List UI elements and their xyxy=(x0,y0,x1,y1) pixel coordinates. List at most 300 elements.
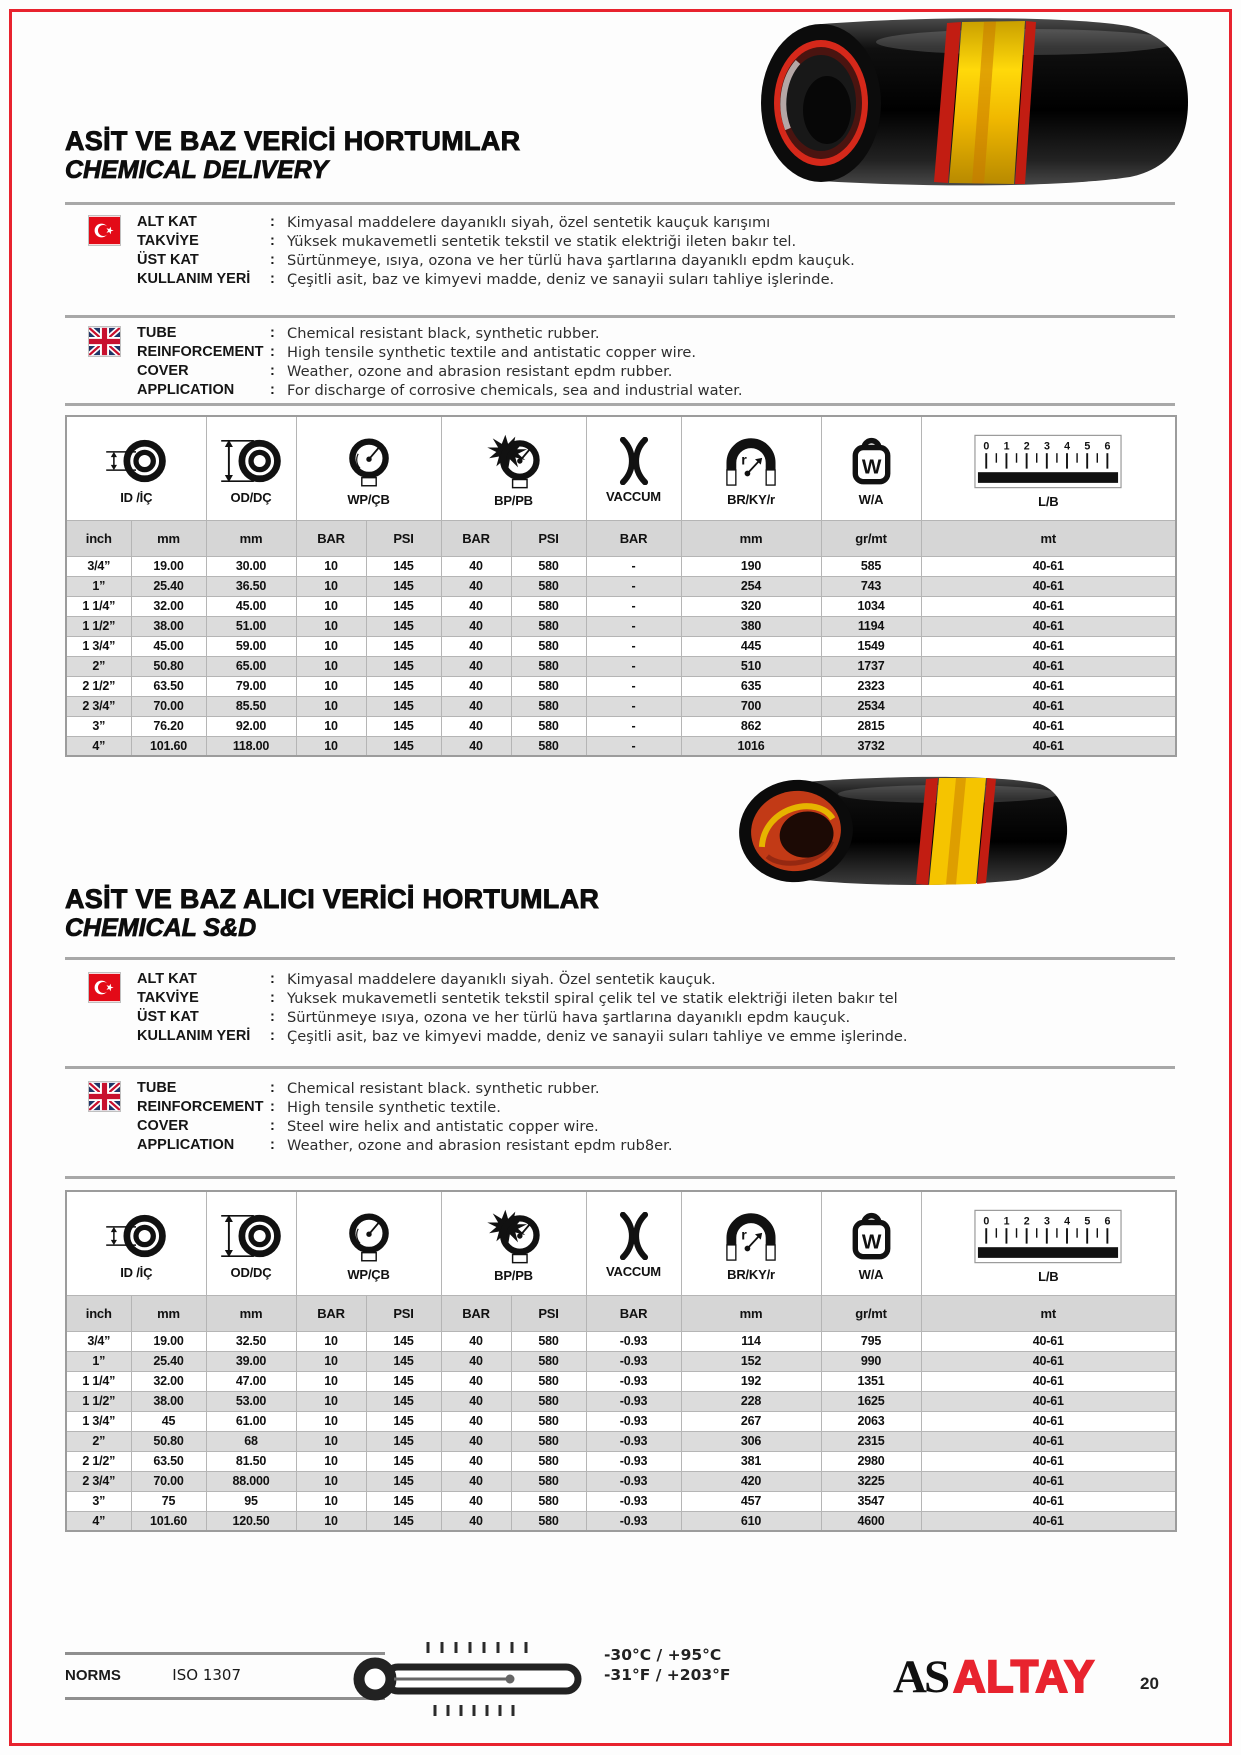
table-cell: 145 xyxy=(366,616,441,636)
table-cell: 32.00 xyxy=(131,1371,206,1391)
spec-value: Yüksek mukavemetli sentetik tekstil ve statik elektriği ileten bakır tel. xyxy=(287,233,797,250)
table-cell: - xyxy=(586,636,681,656)
table-cell: 65.00 xyxy=(206,656,296,676)
table-cell: 95 xyxy=(206,1491,296,1511)
uk-flag-icon xyxy=(89,1082,120,1111)
table-cell: 40 xyxy=(441,1351,511,1371)
table-cell: 2534 xyxy=(821,696,921,716)
hose-photo-chemical-delivery xyxy=(726,14,1192,197)
table-cell: 10 xyxy=(296,1491,366,1511)
table-cell: 10 xyxy=(296,676,366,696)
table-cell: 145 xyxy=(366,596,441,616)
spec-colon: : xyxy=(270,252,275,268)
unit-cell: BAR xyxy=(441,1295,511,1331)
table-cell: 580 xyxy=(511,1511,586,1531)
spec-row xyxy=(137,1079,1175,1098)
table-cell: 1 1/4” xyxy=(66,1371,131,1391)
table-cell: 1 3/4” xyxy=(66,1411,131,1431)
table-row xyxy=(66,1471,1176,1491)
hose-spec-table-chemical-sd xyxy=(65,1190,1177,1532)
table-cell: -0.93 xyxy=(586,1351,681,1371)
table-row xyxy=(66,1451,1176,1471)
spec-row xyxy=(137,1008,1175,1027)
table-row xyxy=(66,656,1176,676)
table-cell: 10 xyxy=(296,1471,366,1491)
table-cell: 580 xyxy=(511,556,586,576)
spec-row xyxy=(137,251,1175,270)
table-cell: 700 xyxy=(681,696,821,716)
column-length xyxy=(921,1191,1176,1295)
spec-value: Weather, ozone and abrasion resistant epdm rub8er. xyxy=(287,1137,673,1154)
column-label: BP/PB xyxy=(494,1268,533,1284)
table-cell: 145 xyxy=(366,736,441,756)
table-cell: 40-61 xyxy=(921,616,1176,636)
title-turkish: ASİT VE BAZ VERİCİ HORTUMLAR xyxy=(65,126,521,156)
table-cell: 40 xyxy=(441,1511,511,1531)
spec-label: TUBE xyxy=(137,325,177,341)
table-cell: 585 xyxy=(821,556,921,576)
column-outer-diameter xyxy=(206,1191,296,1295)
working-pressure-icon xyxy=(340,434,398,488)
spec-block-turkish-1 xyxy=(65,213,1175,289)
table-cell: -0.93 xyxy=(586,1371,681,1391)
spec-row xyxy=(137,1027,1175,1046)
spec-colon: : xyxy=(270,344,275,360)
table-cell: 145 xyxy=(366,656,441,676)
unit-cell: gr/mt xyxy=(821,1295,921,1331)
table-cell: 10 xyxy=(296,696,366,716)
table-cell: 40-61 xyxy=(921,696,1176,716)
table-row xyxy=(66,1331,1176,1351)
table-cell: - xyxy=(586,696,681,716)
spec-value: Steel wire helix and antistatic copper wire. xyxy=(287,1118,599,1135)
table-cell: 3” xyxy=(66,1491,131,1511)
table-cell: 40-61 xyxy=(921,636,1176,656)
weight-icon xyxy=(849,1209,894,1263)
table-cell: 2” xyxy=(66,656,131,676)
table-cell: 10 xyxy=(296,1511,366,1531)
table-cell: 1016 xyxy=(681,736,821,756)
table-cell: 25.40 xyxy=(131,1351,206,1371)
table-cell: 580 xyxy=(511,676,586,696)
table-cell: 145 xyxy=(366,1331,441,1351)
table-cell: 10 xyxy=(296,596,366,616)
table-header-icons xyxy=(66,416,1176,520)
column-label: VACCUM xyxy=(606,489,661,505)
table-cell: 59.00 xyxy=(206,636,296,656)
table-cell: 40-61 xyxy=(921,1371,1176,1391)
table-cell: 40-61 xyxy=(921,1491,1176,1511)
table-cell: 145 xyxy=(366,1351,441,1371)
table-cell: 40 xyxy=(441,1451,511,1471)
table-cell: 2323 xyxy=(821,676,921,696)
spec-block-turkish-2 xyxy=(65,970,1175,1046)
table-cell: 580 xyxy=(511,736,586,756)
spec-label: ÜST KAT xyxy=(137,252,199,268)
table-cell: 580 xyxy=(511,1431,586,1451)
table-row xyxy=(66,576,1176,596)
table-cell: 40-61 xyxy=(921,1331,1176,1351)
table-cell: 420 xyxy=(681,1471,821,1491)
table-cell: -0.93 xyxy=(586,1451,681,1471)
title-turkish: ASİT VE BAZ ALICI VERİCİ HORTUMLAR xyxy=(65,884,600,914)
column-bend-radius xyxy=(681,416,821,520)
unit-cell: mm xyxy=(681,520,821,556)
spec-row xyxy=(137,970,1175,989)
column-weight xyxy=(821,1191,921,1295)
table-cell: 81.50 xyxy=(206,1451,296,1471)
table-cell: 38.00 xyxy=(131,1391,206,1411)
section-title-chemical-sd xyxy=(65,884,599,942)
spec-colon: : xyxy=(270,971,275,987)
table-cell: - xyxy=(586,676,681,696)
table-row xyxy=(66,1371,1176,1391)
spec-row xyxy=(137,232,1175,251)
table-cell: 990 xyxy=(821,1351,921,1371)
outer-diameter-icon xyxy=(219,1211,283,1261)
table-cell: -0.93 xyxy=(586,1331,681,1351)
working-pressure-icon xyxy=(340,1209,398,1263)
table-cell: 580 xyxy=(511,1351,586,1371)
table-cell: 10 xyxy=(296,636,366,656)
table-cell: 45.00 xyxy=(131,636,206,656)
table-cell: 580 xyxy=(511,696,586,716)
table-cell: 10 xyxy=(296,656,366,676)
table-cell: 2815 xyxy=(821,716,921,736)
unit-cell: BAR xyxy=(441,520,511,556)
table-cell: 70.00 xyxy=(131,1471,206,1491)
table-row xyxy=(66,736,1176,756)
table-cell: 32.00 xyxy=(131,596,206,616)
table-cell: 145 xyxy=(366,576,441,596)
table-cell: - xyxy=(586,716,681,736)
table-cell: 457 xyxy=(681,1491,821,1511)
inner-diameter-icon xyxy=(104,436,168,486)
table-cell: 862 xyxy=(681,716,821,736)
table-cell: 152 xyxy=(681,1351,821,1371)
table-cell: 1625 xyxy=(821,1391,921,1411)
column-working-pressure xyxy=(296,1191,441,1295)
table-cell: 51.00 xyxy=(206,616,296,636)
table-cell: 580 xyxy=(511,636,586,656)
unit-cell: PSI xyxy=(366,520,441,556)
table-cell: 1 3/4” xyxy=(66,636,131,656)
table-cell: 3/4” xyxy=(66,556,131,576)
table-cell: 145 xyxy=(366,716,441,736)
table-cell: 192 xyxy=(681,1371,821,1391)
table-cell: 10 xyxy=(296,1451,366,1471)
table-row xyxy=(66,1391,1176,1411)
table-cell: 610 xyxy=(681,1511,821,1531)
page-number: 20 xyxy=(1140,1674,1159,1693)
column-vacuum xyxy=(586,416,681,520)
table-cell: 40-61 xyxy=(921,1351,1176,1371)
length-ruler-icon xyxy=(973,433,1123,490)
spec-label: TUBE xyxy=(137,1080,177,1096)
table-cell: 580 xyxy=(511,616,586,636)
table-cell: 40-61 xyxy=(921,736,1176,756)
table-header-icons xyxy=(66,1191,1176,1295)
table-cell: - xyxy=(586,616,681,636)
units-row xyxy=(66,1295,1176,1331)
spec-block-english-2 xyxy=(65,1079,1175,1155)
table-row xyxy=(66,556,1176,576)
table-cell: 50.80 xyxy=(131,656,206,676)
spec-row xyxy=(137,213,1175,232)
table-cell: 10 xyxy=(296,576,366,596)
spec-label: ALT KAT xyxy=(137,214,197,230)
turkish-flag-icon xyxy=(89,216,120,245)
spec-row xyxy=(137,270,1175,289)
table-cell: 580 xyxy=(511,1491,586,1511)
spec-colon: : xyxy=(270,1009,275,1025)
column-label: BP/PB xyxy=(494,493,533,509)
table-cell: 101.60 xyxy=(131,1511,206,1531)
table-cell: 40 xyxy=(441,676,511,696)
turkish-flag-icon xyxy=(89,973,120,1002)
table-cell: 10 xyxy=(296,1431,366,1451)
unit-cell: BAR xyxy=(296,520,366,556)
unit-cell: inch xyxy=(66,520,131,556)
table-cell: - xyxy=(586,576,681,596)
spec-label: ÜST KAT xyxy=(137,1009,199,1025)
table-cell: 118.00 xyxy=(206,736,296,756)
table-cell: 1549 xyxy=(821,636,921,656)
column-working-pressure xyxy=(296,416,441,520)
table-cell: 2315 xyxy=(821,1431,921,1451)
table-cell: 1 1/4” xyxy=(66,596,131,616)
table-cell: 145 xyxy=(366,1391,441,1411)
hose-photo-chemical-sd xyxy=(718,772,1070,895)
table-cell: 30.00 xyxy=(206,556,296,576)
table-cell: 145 xyxy=(366,1411,441,1431)
norms-value: ISO 1307 xyxy=(172,1666,241,1684)
table-cell: 114 xyxy=(681,1331,821,1351)
table-cell: 40-61 xyxy=(921,656,1176,676)
spec-value: High tensile synthetic textile. xyxy=(287,1099,501,1116)
table-cell: 40 xyxy=(441,696,511,716)
table-cell: 19.00 xyxy=(131,1331,206,1351)
table-cell: 120.50 xyxy=(206,1511,296,1531)
table-cell: 1194 xyxy=(821,616,921,636)
title-english: CHEMICAL DELIVERY xyxy=(65,156,329,184)
table-cell: 1034 xyxy=(821,596,921,616)
unit-cell: PSI xyxy=(511,520,586,556)
table-cell: 2 3/4” xyxy=(66,696,131,716)
table-cell: 45 xyxy=(131,1411,206,1431)
norms-label: NORMS xyxy=(65,1667,121,1684)
table-cell: 145 xyxy=(366,1491,441,1511)
table-cell: 795 xyxy=(821,1331,921,1351)
table-cell: 40-61 xyxy=(921,1431,1176,1451)
spec-value: Sürtünmeye ısıya, ozona ve her türlü hava şartlarına dayanıklı epdm kauçuk. xyxy=(287,1009,851,1026)
table-cell: -0.93 xyxy=(586,1391,681,1411)
table-cell: 1 1/2” xyxy=(66,1391,131,1411)
table-cell: 4600 xyxy=(821,1511,921,1531)
table-cell: 145 xyxy=(366,1371,441,1391)
table-cell: 3” xyxy=(66,716,131,736)
table-cell: 743 xyxy=(821,576,921,596)
bend-radius-icon xyxy=(718,1209,784,1263)
spec-block-english-1 xyxy=(65,324,1175,400)
spec-label: ALT KAT xyxy=(137,971,197,987)
table-cell: 381 xyxy=(681,1451,821,1471)
table-cell: 40 xyxy=(441,576,511,596)
table-cell: 40 xyxy=(441,556,511,576)
table-cell: 25.40 xyxy=(131,576,206,596)
table-cell: 580 xyxy=(511,1411,586,1431)
spec-value: Kimyasal maddelere dayanıklı siyah, özel sentetik kauçuk karışımı xyxy=(287,214,771,231)
table-cell: 63.50 xyxy=(131,1451,206,1471)
divider xyxy=(65,1176,1175,1179)
table-cell: 10 xyxy=(296,736,366,756)
table-cell: 580 xyxy=(511,1451,586,1471)
table-cell: 40-61 xyxy=(921,1411,1176,1431)
table-cell: - xyxy=(586,656,681,676)
unit-cell: mm xyxy=(206,520,296,556)
table-cell: 1” xyxy=(66,576,131,596)
spec-value: Chemical resistant black. synthetic rubber. xyxy=(287,1080,600,1097)
spec-row xyxy=(137,989,1175,1008)
divider xyxy=(65,1066,1175,1069)
table-cell: 2063 xyxy=(821,1411,921,1431)
table-cell: 580 xyxy=(511,1371,586,1391)
table-cell: 88.000 xyxy=(206,1471,296,1491)
bend-radius-icon xyxy=(718,434,784,488)
uk-flag-icon xyxy=(89,327,120,356)
spec-value: Yuksek mukavemetli sentetik tekstil spiral çelik tel ve statik elektriği ileten bakır tel xyxy=(287,990,898,1007)
table-cell: -0.93 xyxy=(586,1411,681,1431)
spec-colon: : xyxy=(270,1137,275,1153)
table-cell: 1” xyxy=(66,1351,131,1371)
table-cell: 2980 xyxy=(821,1451,921,1471)
spec-colon: : xyxy=(270,382,275,398)
temperature-celsius: -30°C / +95°C xyxy=(604,1646,722,1664)
unit-cell: mm xyxy=(206,1295,296,1331)
spec-colon: : xyxy=(270,1028,275,1044)
table-cell: 40 xyxy=(441,1431,511,1451)
spec-colon: : xyxy=(270,271,275,287)
table-cell: 61.00 xyxy=(206,1411,296,1431)
table-cell: 3/4” xyxy=(66,1331,131,1351)
table-cell: -0.93 xyxy=(586,1471,681,1491)
spec-label: COVER xyxy=(137,363,189,379)
table-row xyxy=(66,1511,1176,1531)
spec-label: KULLANIM YERİ xyxy=(137,1028,251,1044)
table-cell: 635 xyxy=(681,676,821,696)
unit-cell: mt xyxy=(921,520,1176,556)
table-cell: 2 3/4” xyxy=(66,1471,131,1491)
divider xyxy=(65,403,1175,406)
spec-value: Kimyasal maddelere dayanıklı siyah. Özel sentetik kauçuk. xyxy=(287,971,716,988)
thermometer-block xyxy=(350,1640,590,1723)
title-english: CHEMICAL S&D xyxy=(65,914,257,942)
table-cell: 145 xyxy=(366,696,441,716)
table-cell: - xyxy=(586,736,681,756)
column-weight xyxy=(821,416,921,520)
spec-value: Sürtünmeye, ısıya, ozona ve her türlü hava şartlarına dayanıklı epdm kauçuk. xyxy=(287,252,855,269)
column-label: W/A xyxy=(858,492,884,508)
table-cell: 145 xyxy=(366,1451,441,1471)
spec-value: Weather, ozone and abrasion resistant epdm rubber. xyxy=(287,363,673,380)
table-cell: 36.50 xyxy=(206,576,296,596)
table-cell: 145 xyxy=(366,636,441,656)
table-cell: 40 xyxy=(441,1491,511,1511)
table-row xyxy=(66,1351,1176,1371)
spec-label: REINFORCEMENT xyxy=(137,344,264,360)
table-cell: 40 xyxy=(441,1391,511,1411)
table-cell: 4” xyxy=(66,1511,131,1531)
column-burst-pressure xyxy=(441,1191,586,1295)
table-cell: 380 xyxy=(681,616,821,636)
table-cell: -0.93 xyxy=(586,1511,681,1531)
table-cell: 53.00 xyxy=(206,1391,296,1411)
spec-value: Chemical resistant black, synthetic rubber. xyxy=(287,325,600,342)
table-cell: 63.50 xyxy=(131,676,206,696)
units-row xyxy=(66,520,1176,556)
table-cell: 145 xyxy=(366,1431,441,1451)
column-length xyxy=(921,416,1176,520)
length-ruler-icon xyxy=(973,1208,1123,1265)
column-label: VACCUM xyxy=(606,1264,661,1280)
table-cell: 320 xyxy=(681,596,821,616)
unit-cell: mm xyxy=(681,1295,821,1331)
table-cell: 3547 xyxy=(821,1491,921,1511)
table-cell: 40 xyxy=(441,1471,511,1491)
spec-row xyxy=(137,381,1175,400)
table-row xyxy=(66,676,1176,696)
column-inner-diameter xyxy=(66,1191,206,1295)
table-row xyxy=(66,1491,1176,1511)
table-cell: 10 xyxy=(296,1371,366,1391)
inner-diameter-icon xyxy=(104,1211,168,1261)
table-cell: 40-61 xyxy=(921,676,1176,696)
spec-value: Çeşitli asit, baz ve kimyevi madde, deniz ve sanayii suları tahliye ve emme işlerinde. xyxy=(287,1028,908,1045)
vacuum-icon xyxy=(608,437,660,485)
spec-colon: : xyxy=(270,1099,275,1115)
table-cell: 4” xyxy=(66,736,131,756)
table-cell: 92.00 xyxy=(206,716,296,736)
table-cell: 40-61 xyxy=(921,596,1176,616)
table-cell: - xyxy=(586,556,681,576)
unit-cell: BAR xyxy=(296,1295,366,1331)
table-cell: 38.00 xyxy=(131,616,206,636)
table-cell: 75 xyxy=(131,1491,206,1511)
table-cell: 47.00 xyxy=(206,1371,296,1391)
norms-block xyxy=(65,1652,385,1700)
spec-row xyxy=(137,362,1175,381)
column-label: BR/KY/r xyxy=(727,492,775,508)
table-cell: 3225 xyxy=(821,1471,921,1491)
table-cell: 40-61 xyxy=(921,576,1176,596)
table-cell: 40 xyxy=(441,656,511,676)
column-label: BR/KY/r xyxy=(727,1267,775,1283)
table-cell: 145 xyxy=(366,1471,441,1491)
unit-cell: gr/mt xyxy=(821,520,921,556)
logo-as-monogram: AS xyxy=(893,1651,948,1703)
unit-cell: mm xyxy=(131,1295,206,1331)
table-cell: 68 xyxy=(206,1431,296,1451)
table-cell: 267 xyxy=(681,1411,821,1431)
spec-value: For discharge of corrosive chemicals, sea and industrial water. xyxy=(287,382,743,399)
table-cell: 1 1/2” xyxy=(66,616,131,636)
table-cell: 2” xyxy=(66,1431,131,1451)
spec-colon: : xyxy=(270,990,275,1006)
outer-diameter-icon xyxy=(219,436,283,486)
table-cell: 40-61 xyxy=(921,556,1176,576)
spec-label: APPLICATION xyxy=(137,1137,235,1153)
spec-label: COVER xyxy=(137,1118,189,1134)
